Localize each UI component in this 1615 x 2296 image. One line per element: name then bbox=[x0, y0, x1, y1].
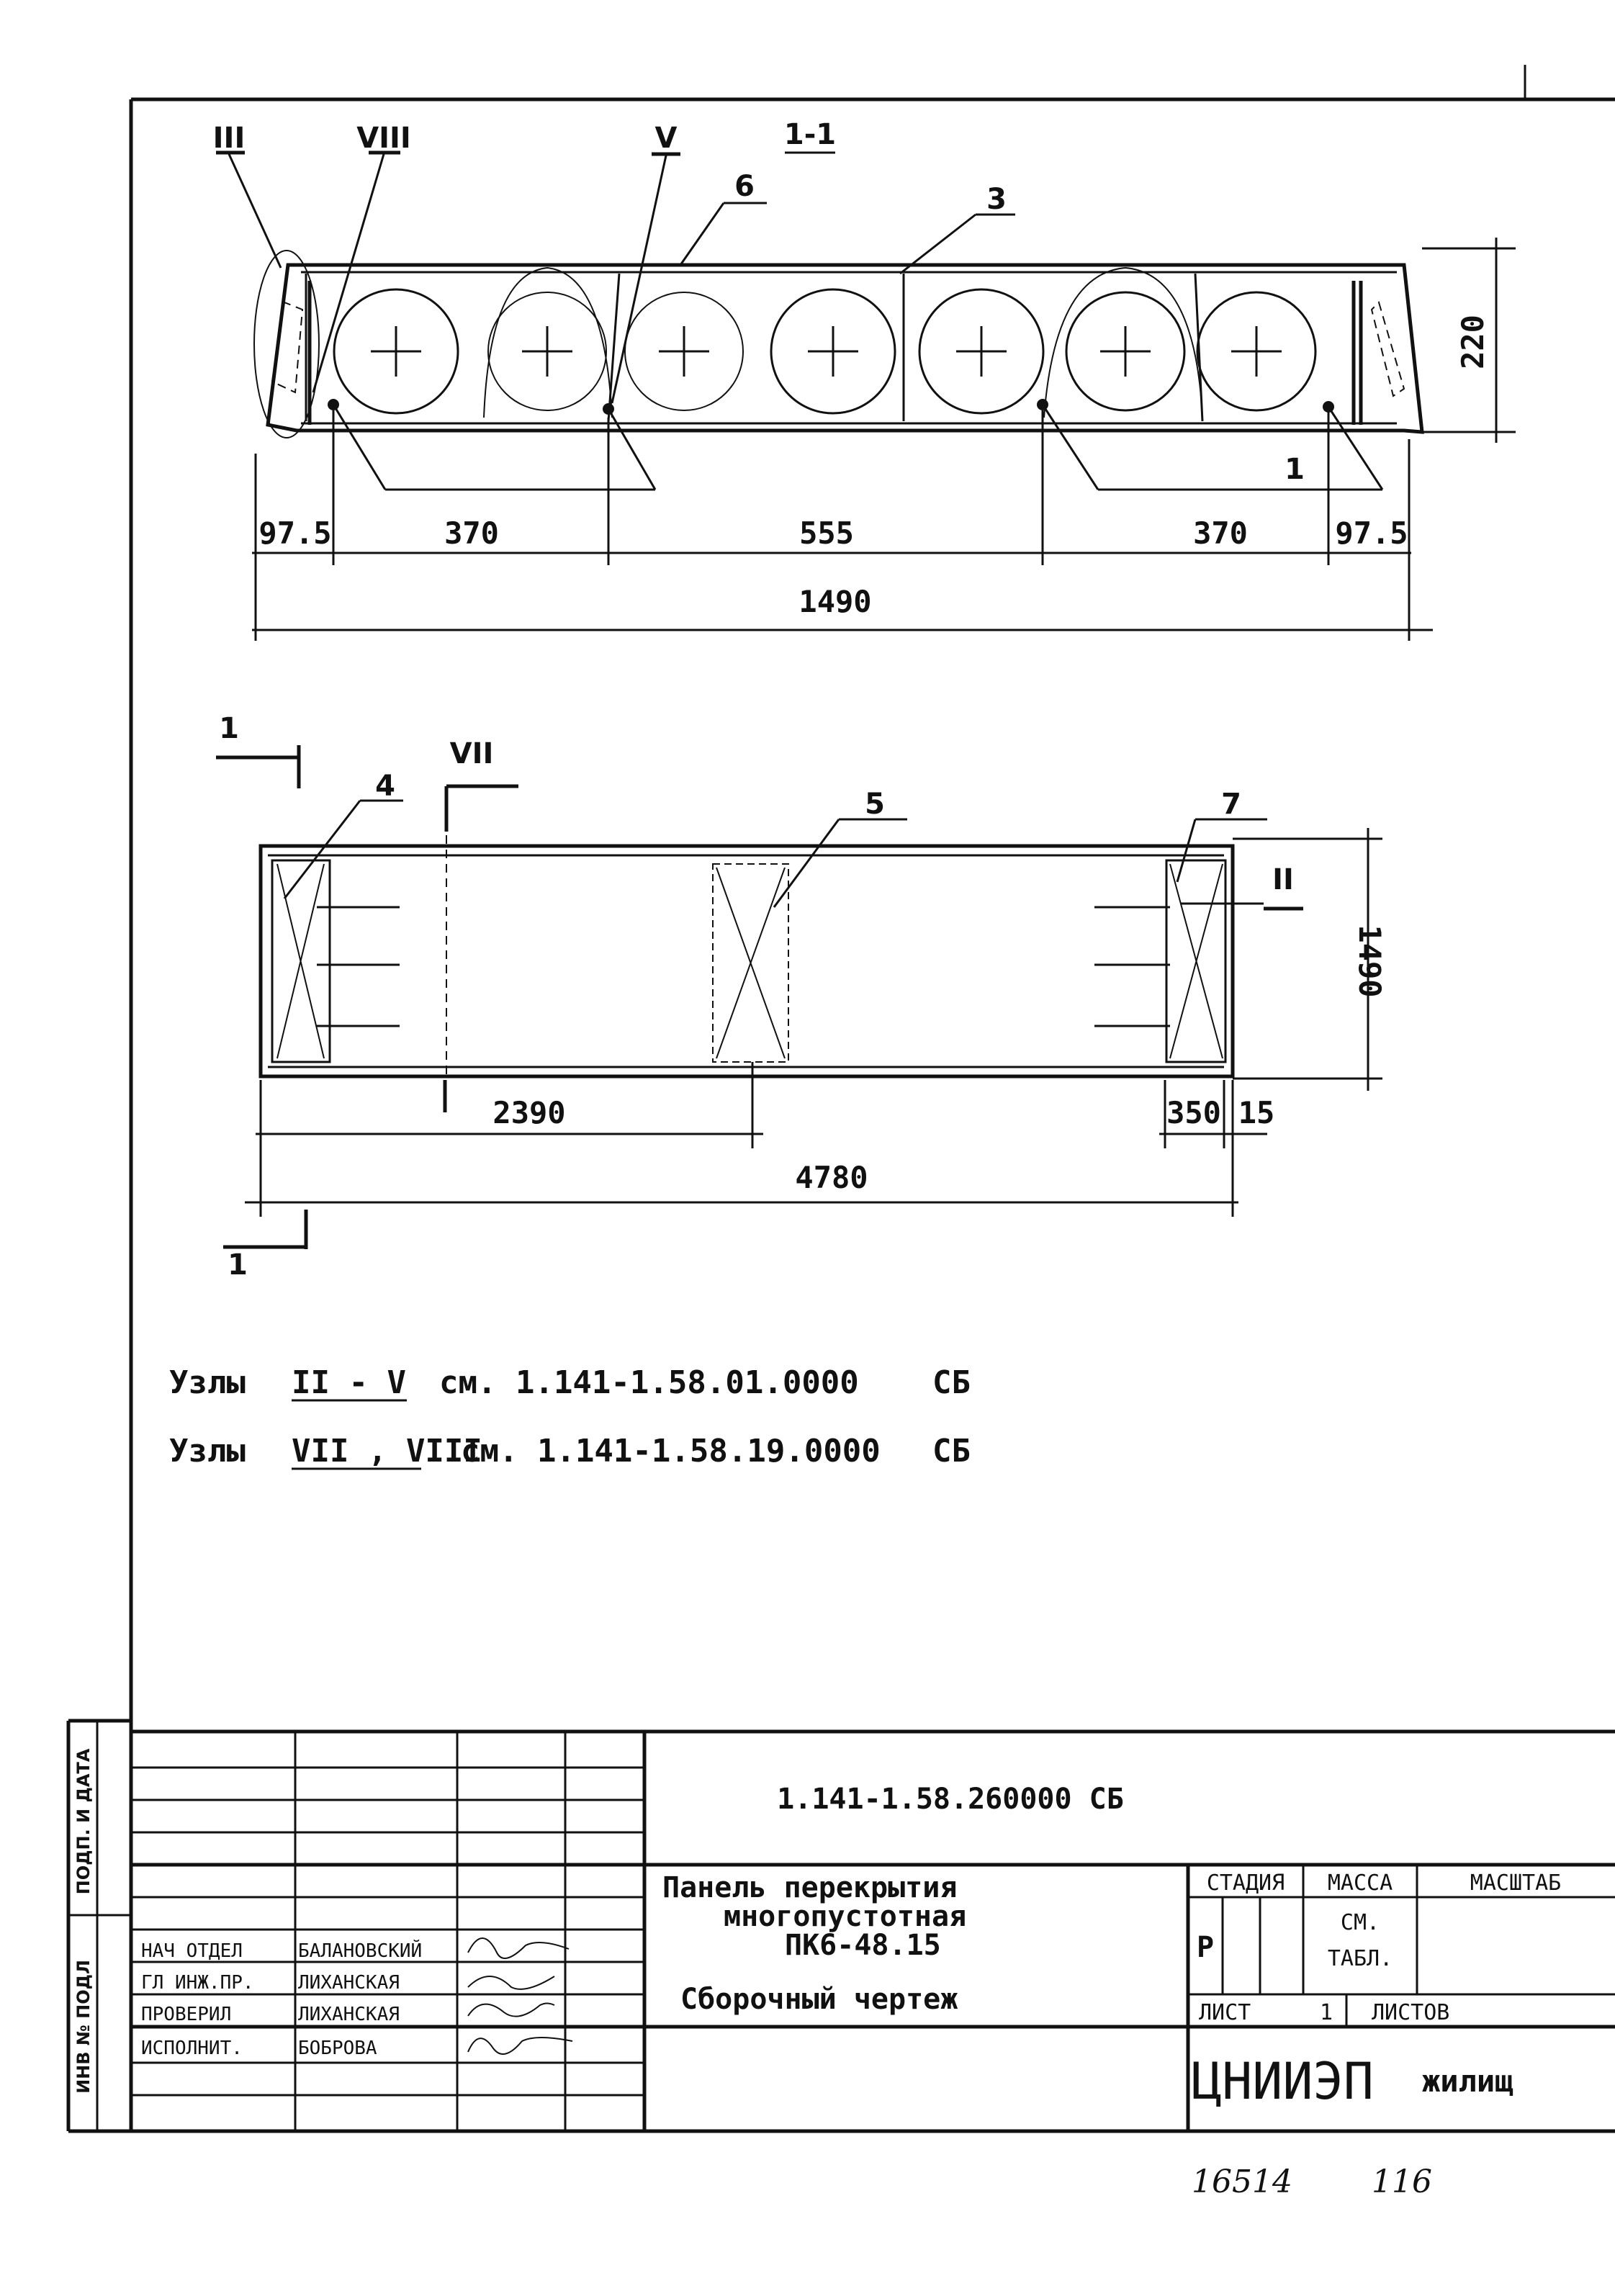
notes bbox=[169, 1364, 971, 1469]
cut-mark-top: 1 bbox=[219, 712, 239, 745]
position-label-5: 5 bbox=[865, 788, 885, 821]
org-suffix: жилищ bbox=[1422, 2063, 1513, 2099]
plan-length-dim: 4780 bbox=[795, 1160, 868, 1195]
sheet-label: ЛИСТ bbox=[1199, 2000, 1251, 2025]
position-label-1: 1 bbox=[1285, 453, 1305, 486]
role-3: ИСПОЛНИТ. bbox=[141, 2038, 243, 2059]
cut-mark-bottom: 1 bbox=[228, 1248, 248, 1282]
position-label-3: 3 bbox=[986, 183, 1007, 216]
sheet-value: 1 bbox=[1319, 2000, 1333, 2025]
title-name-line1: Панель перекрытия bbox=[662, 1871, 958, 1904]
node-label-ii: II bbox=[1272, 863, 1294, 896]
node-label-viii: VIII bbox=[356, 122, 411, 155]
title-name-line4: Сборочный чертеж bbox=[680, 1983, 958, 2016]
plan-view bbox=[216, 712, 1387, 1282]
role-0: НАЧ ОТДЕЛ bbox=[141, 1940, 243, 1962]
scale-header: МАСШТАБ bbox=[1470, 1870, 1562, 1896]
note-2-ref: см. 1.141-1.58.19.0000 bbox=[461, 1433, 881, 1469]
org-name: ЦНИИЭП bbox=[1192, 2052, 1374, 2111]
note-1-ref: см. 1.141-1.58.01.0000 bbox=[439, 1364, 859, 1401]
name-1: ЛИХАНСКАЯ bbox=[298, 1972, 400, 1994]
sheet-frame bbox=[68, 65, 1615, 2131]
node-label-vii: VII bbox=[449, 737, 494, 770]
sidebar-inv-no: ИНВ № ПОДЛ bbox=[73, 1960, 94, 2094]
section-dim-0: 97.5 bbox=[258, 516, 332, 551]
section-height-dim: 220 bbox=[1455, 315, 1490, 369]
panel-plan-outline bbox=[261, 846, 1233, 1076]
note-2-suffix: СБ bbox=[932, 1433, 971, 1469]
role-1: ГЛ ИНЖ.ПР. bbox=[141, 1972, 254, 1994]
section-title: 1-1 bbox=[783, 118, 837, 151]
section-total-dim: 1490 bbox=[798, 584, 872, 619]
mass-header: МАССА bbox=[1327, 1870, 1393, 1896]
title-block bbox=[68, 1721, 1615, 2131]
name-0: БАЛАНОВСКИЙ bbox=[298, 1940, 423, 1962]
doc-code: 1.141-1.58.260000 СБ bbox=[777, 1783, 1124, 1816]
mass-value-1: СМ. bbox=[1340, 1910, 1380, 1935]
note-1-suffix: СБ bbox=[932, 1364, 971, 1401]
section-dim-3: 370 bbox=[1193, 516, 1248, 551]
node-label-v: V bbox=[654, 122, 678, 155]
footer-page: 116 bbox=[1372, 2164, 1432, 2200]
stage-header: СТАДИЯ bbox=[1206, 1870, 1285, 1896]
plan-dim-15: 15 bbox=[1238, 1095, 1275, 1130]
position-label-6: 6 bbox=[734, 170, 755, 203]
note-2-prefix: Узлы bbox=[169, 1433, 246, 1469]
position-label-7: 7 bbox=[1221, 788, 1241, 821]
role-2: ПРОВЕРИЛ bbox=[141, 2004, 232, 2025]
position-label-4: 4 bbox=[375, 770, 395, 803]
plan-width-dim: 1490 bbox=[1352, 924, 1387, 998]
section-view bbox=[213, 118, 1516, 641]
title-name-line3: ПК6-48.15 bbox=[785, 1929, 941, 1962]
section-dim-4: 97.5 bbox=[1335, 516, 1408, 551]
name-2: ЛИХАНСКАЯ bbox=[298, 2004, 400, 2025]
signatures bbox=[468, 1938, 572, 2054]
note-1-nodes: II - V bbox=[292, 1364, 406, 1401]
plan-dim-2390: 2390 bbox=[492, 1095, 566, 1130]
plan-dim-350: 350 bbox=[1166, 1095, 1221, 1130]
node-label-iii: III bbox=[212, 122, 246, 155]
hollow-cores bbox=[334, 268, 1315, 418]
footer-number: 16514 bbox=[1192, 2164, 1292, 2200]
section-dim-2: 555 bbox=[799, 516, 854, 551]
sheets-label: ЛИСТОВ bbox=[1372, 2000, 1450, 2025]
title-name-line2: многопустотная bbox=[724, 1900, 967, 1933]
section-dim-1: 370 bbox=[444, 516, 499, 551]
note-2-nodes: VII , VIII bbox=[292, 1433, 482, 1469]
name-3: БОБРОВА bbox=[298, 2038, 377, 2059]
sidebar-sign-date: ПОДП. И ДАТА bbox=[73, 1748, 94, 1895]
mass-value-2: ТАБЛ. bbox=[1327, 1946, 1393, 1971]
note-1-prefix: Узлы bbox=[169, 1364, 246, 1401]
stage-value: Р bbox=[1196, 1931, 1215, 1964]
